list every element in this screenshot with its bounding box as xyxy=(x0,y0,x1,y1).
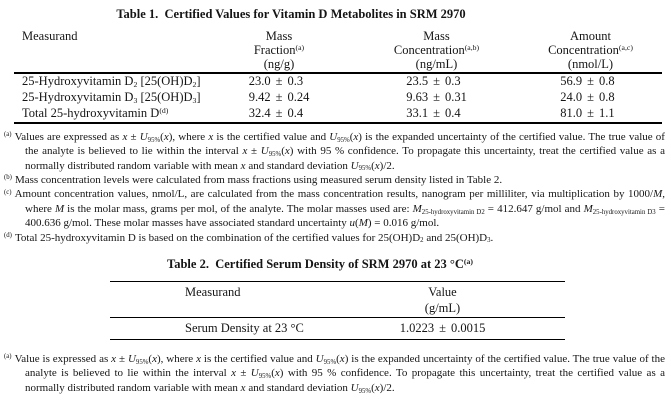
header-line: Amount xyxy=(570,29,611,43)
value: 24.0 xyxy=(560,89,583,104)
footnote-marker: (a) xyxy=(4,353,12,361)
uncertainty: 0.24 xyxy=(287,89,310,104)
table1-header-measurand: Measurand xyxy=(14,29,204,73)
mass-concentration-cell xyxy=(354,90,519,106)
footnote-text: Mass concentration levels were calculated from mass fractions using measured serum density listed in Table 2. xyxy=(14,173,503,186)
footnote-d xyxy=(4,231,665,245)
plus-minus: ± xyxy=(433,89,440,104)
header-line: Concentration$^{(a,b)}$ xyxy=(393,42,480,57)
mass-fraction-cell xyxy=(204,106,354,123)
amount-concentration-cell xyxy=(519,106,662,123)
uncertainty: 0.4 xyxy=(287,105,304,120)
value: 56.9 xyxy=(560,74,583,88)
uncertainty: 0.3 xyxy=(444,74,461,88)
measurand-cell: Serum Density at 23 °C xyxy=(110,317,320,339)
table2-title: Table 2. Certified Serum Density of SRM 2970 at 23 $^\circ C^{(a)}$ xyxy=(167,256,473,271)
uncertainty: 0.3 xyxy=(287,74,304,88)
footnote-marker: (d) xyxy=(4,231,12,239)
footnote-marker: (a) xyxy=(4,130,12,138)
plus-minus: ± xyxy=(275,89,283,104)
value: 9.63 xyxy=(406,89,429,104)
plus-minus: ± xyxy=(587,89,594,104)
plus-minus: ± xyxy=(587,105,594,120)
plus-minus: ± xyxy=(587,74,594,88)
footnote-marker: (c) xyxy=(4,188,12,196)
value: 1.0223 xyxy=(399,320,435,335)
uncertainty: 0.0015 xyxy=(450,320,486,335)
uncertainty: 0.8 xyxy=(598,74,615,88)
header-line: Concentration$^{(a,c)}$ xyxy=(548,42,633,57)
table2-serum-density xyxy=(110,281,565,340)
measurand-cell: 25-Hydroxyvitamin $D_2$ $[25(OH)D_2]$ xyxy=(22,74,201,90)
footnote-c xyxy=(4,187,665,230)
mass-concentration-cell xyxy=(354,106,519,123)
value: 9.42 xyxy=(248,89,271,104)
table2-header-row xyxy=(110,281,565,300)
header-line: Fraction$^{(a)}$ xyxy=(253,42,305,57)
measurand-cell: Total 25-hydroxyvitamin $D^{(d)}$ xyxy=(14,106,204,123)
uncertainty: 0.31 xyxy=(444,89,467,104)
value: 33.1 xyxy=(406,105,429,120)
measurand-cell: 25-Hydroxyvitamin $D_3$ $[25(OH)D_3]$ xyxy=(22,89,201,106)
uncertainty: 1.1 xyxy=(598,105,615,120)
table1-header-mass-fraction xyxy=(204,29,354,73)
table-row xyxy=(14,73,662,90)
table-row xyxy=(110,317,565,339)
table2-header-value: Value xyxy=(320,281,565,300)
plus-minus: ± xyxy=(433,105,440,120)
plus-minus: ± xyxy=(439,320,446,335)
amount-concentration-cell xyxy=(519,90,662,106)
value: 81.0 xyxy=(560,105,583,120)
amount-concentration-cell xyxy=(519,73,662,90)
mass-fraction-cell xyxy=(204,73,354,90)
table-row xyxy=(14,106,662,123)
footnote-text: Values are expressed as $x \pm U_{95\%}(x)$, where x is the certified value and $U_{95\%}(x)$ is the expanded uncertainty of the certified value. The true value of the analyte is believed to lie within the interval $x \pm U_{95\%}(x)$ with 95 % confidence. To propagate this uncertainty, treat the certified value as a normally distributed random variable with mean x and standard deviation $U_{95\%}(x)/2$. xyxy=(14,130,665,173)
table-row xyxy=(14,90,662,106)
table1-title: Table 1. Certified Values for Vitamin D Metabolites in SRM 2970 xyxy=(116,7,466,21)
plus-minus: ± xyxy=(275,74,283,88)
footnote-text: Total 25-hydroxyvitamin D is based on the combination of the certified values for $25(OH)D_2$ and $25(OH)D_3$. xyxy=(14,231,494,245)
footnote-a xyxy=(4,130,665,173)
mass-concentration-cell xyxy=(354,73,519,90)
value: 23.0 xyxy=(248,74,271,88)
table1-header-amount-concentration xyxy=(519,29,662,73)
table2-footnotes xyxy=(4,352,665,395)
table1-header-mass-concentration xyxy=(354,29,519,73)
table2-header-measurand: Measurand xyxy=(110,281,320,317)
value: 32.4 xyxy=(248,105,271,120)
table2-header-unit: (g/mL) xyxy=(320,300,565,317)
footnote-a xyxy=(4,352,665,395)
footnote-marker: (b) xyxy=(4,174,12,182)
uncertainty: 0.8 xyxy=(598,89,615,104)
header-unit: (nmol/L) xyxy=(567,57,614,71)
header-unit: (ng/mL) xyxy=(415,57,458,71)
header-line: Mass xyxy=(423,29,450,43)
table1-footnotes xyxy=(4,130,665,245)
plus-minus: ± xyxy=(433,74,440,88)
footnote-b xyxy=(4,173,665,187)
mass-fraction-cell xyxy=(204,90,354,106)
value: 23.5 xyxy=(406,74,429,88)
header-line: Mass xyxy=(265,29,293,43)
header-unit: (ng/g) xyxy=(263,57,295,71)
plus-minus: ± xyxy=(275,105,283,120)
footnote-text: Amount concentration values, nmol/L, are calculated from the mass concentration results, nanogram per milliliter, via multiplication by 1000/M, where M is the molar mass, grams per mol, of the analyte. The molar masses used are: $M_{25-hydroxyvitamin D2} = 412.647$ g/mol and $M_{25-hydroxyvitamin D3} = 400.636$ g/mol. These molar masses have associated standard uncertainty u(M) = 0.016 g/mol. xyxy=(14,188,665,230)
value-cell xyxy=(320,317,565,339)
table1-header-row xyxy=(14,29,662,73)
uncertainty: 0.4 xyxy=(444,105,461,120)
footnote-text: Value is expressed as $x \pm U_{95\%}(x)$, where x is the certified value and $U_{95\%}(x)$ is the expanded uncertainty of the certified value. The true value of the analyte is believed to lie within the interval $x \pm U_{95\%}(x)$ with 95 % confidence. To propagate this uncertainty, treat the certified value as a normally distributed random variable with mean x and standard deviation $U_{95\%}(x)/2$. xyxy=(14,352,665,395)
table1-certified-values xyxy=(14,29,662,124)
